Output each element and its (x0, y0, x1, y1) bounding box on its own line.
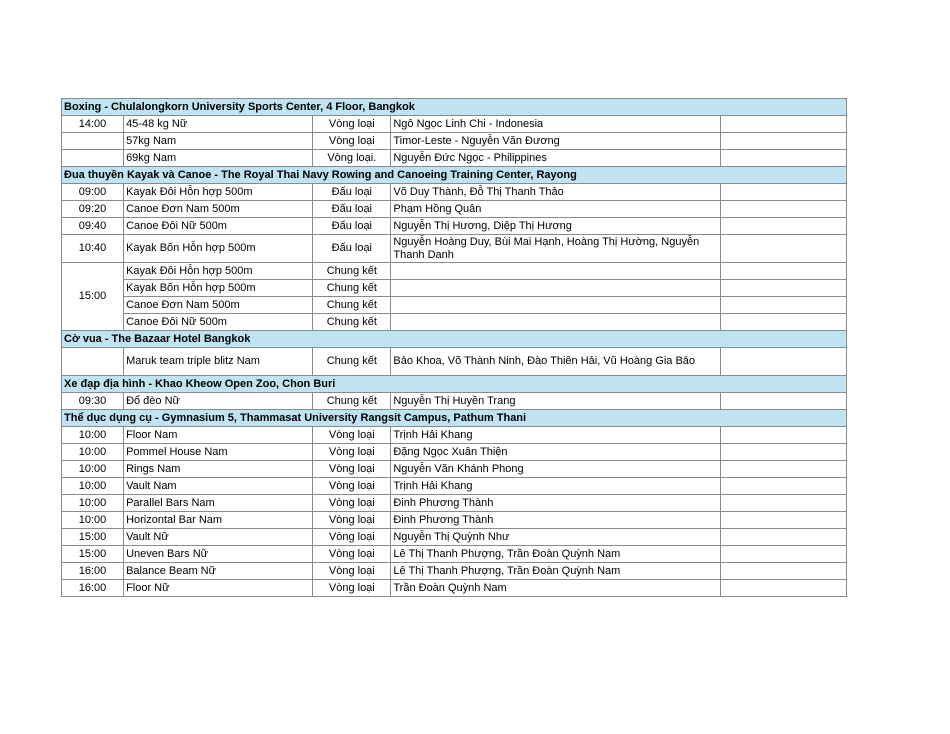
section-title: Xe đạp địa hình - Khao Kheow Open Zoo, Chon Buri (62, 376, 847, 393)
table-row (62, 150, 847, 167)
round-cell: Đấu loại (313, 218, 391, 235)
event-cell: Balance Beam Nữ (124, 563, 313, 580)
event-cell: Vault Nữ (124, 529, 313, 546)
time-cell: 09:40 (62, 218, 124, 235)
round-cell: Đấu loại (313, 184, 391, 201)
empty-cell (720, 427, 846, 444)
athletes-cell: Trịnh Hải Khang (391, 478, 720, 495)
round-cell: Chung kết (313, 297, 391, 314)
table-row (62, 580, 847, 597)
event-cell: Floor Nữ (124, 580, 313, 597)
time-cell: 16:00 (62, 580, 124, 597)
round-cell: Vòng loại (313, 495, 391, 512)
athletes-cell: Đinh Phương Thành (391, 512, 720, 529)
empty-cell (720, 150, 846, 167)
time-cell: 10:40 (62, 235, 124, 263)
empty-cell (720, 116, 846, 133)
athletes-cell: Timor-Leste - Nguyễn Văn Đương (391, 133, 720, 150)
table-row (62, 218, 847, 235)
athletes-cell: Phạm Hồng Quân (391, 201, 720, 218)
table-row (62, 563, 847, 580)
empty-cell (720, 184, 846, 201)
round-cell: Chung kết (313, 263, 391, 280)
round-cell: Vòng loại (313, 546, 391, 563)
round-cell: Vòng loại (313, 529, 391, 546)
schedule-table (61, 98, 847, 597)
section-header-boxing (62, 99, 847, 116)
athletes-cell: Nguyễn Hoàng Duy, Bùi Mai Hạnh, Hoàng Thị Hường, Nguyễn Thanh Danh (391, 235, 720, 263)
time-cell: 10:00 (62, 512, 124, 529)
athletes-cell: Lê Thị Thanh Phượng, Trần Đoàn Quỳnh Nam (391, 546, 720, 563)
table-row (62, 393, 847, 410)
empty-cell (720, 280, 846, 297)
round-cell: Vòng loại (313, 580, 391, 597)
round-cell: Vòng loại (313, 563, 391, 580)
empty-cell (720, 235, 846, 263)
event-cell: Kayak Bốn Hỗn hợp 500m (124, 280, 313, 297)
table-row (62, 235, 847, 263)
round-cell: Chung kết (313, 280, 391, 297)
section-title: Cờ vua - The Bazaar Hotel Bangkok (62, 331, 847, 348)
empty-cell (720, 393, 846, 410)
table-row (62, 280, 847, 297)
empty-cell (720, 478, 846, 495)
empty-cell (720, 495, 846, 512)
empty-cell (720, 348, 846, 376)
athletes-cell (391, 297, 720, 314)
empty-cell (720, 297, 846, 314)
event-cell: Kayak Đôi Hỗn hợp 500m (124, 263, 313, 280)
round-cell: Vòng loại (313, 461, 391, 478)
athletes-cell (391, 263, 720, 280)
event-cell: Floor Nam (124, 427, 313, 444)
time-cell: 16:00 (62, 563, 124, 580)
empty-cell (720, 580, 846, 597)
athletes-cell: Ngô Ngọc Linh Chi - Indonesia (391, 116, 720, 133)
empty-cell (720, 563, 846, 580)
event-cell: Horizontal Bar Nam (124, 512, 313, 529)
event-cell: Uneven Bars Nữ (124, 546, 313, 563)
time-cell: 09:00 (62, 184, 124, 201)
table-row (62, 348, 847, 376)
time-cell: 10:00 (62, 478, 124, 495)
athletes-cell (391, 280, 720, 297)
round-cell: Vòng loại (313, 478, 391, 495)
athletes-cell: Nguyễn Thị Quỳnh Như (391, 529, 720, 546)
empty-cell (720, 546, 846, 563)
round-cell: Vòng loại (313, 427, 391, 444)
time-cell: 10:00 (62, 427, 124, 444)
event-cell: Canoe Đôi Nữ 500m (124, 314, 313, 331)
event-cell: Kayak Đôi Hỗn hợp 500m (124, 184, 313, 201)
athletes-cell: Đinh Phương Thành (391, 495, 720, 512)
event-cell: 69kg Nam (124, 150, 313, 167)
time-cell: 14:00 (62, 116, 124, 133)
section-title: Boxing - Chulalongkorn University Sports Center, 4 Floor, Bangkok (62, 99, 847, 116)
time-cell: 10:00 (62, 444, 124, 461)
round-cell: Vòng loại (313, 116, 391, 133)
athletes-cell: Nguyễn Thị Hương, Diệp Thị Hương (391, 218, 720, 235)
round-cell: Chung kết (313, 348, 391, 376)
round-cell: Vòng loại (313, 444, 391, 461)
event-cell: Vault Nam (124, 478, 313, 495)
event-cell: Pommel House Nam (124, 444, 313, 461)
round-cell: Đấu loại (313, 235, 391, 263)
table-row (62, 461, 847, 478)
section-header-canoe (62, 167, 847, 184)
time-cell: 10:00 (62, 461, 124, 478)
athletes-cell: Lê Thị Thanh Phượng, Trần Đoàn Quỳnh Nam (391, 563, 720, 580)
section-header-chess (62, 331, 847, 348)
time-cell (62, 133, 124, 150)
empty-cell (720, 444, 846, 461)
event-cell: Rings Nam (124, 461, 313, 478)
empty-cell (720, 461, 846, 478)
empty-cell (720, 218, 846, 235)
athletes-cell: Võ Duy Thành, Đỗ Thị Thanh Thảo (391, 184, 720, 201)
event-cell: Canoe Đơn Nam 500m (124, 297, 313, 314)
table-row (62, 495, 847, 512)
event-cell: 45-48 kg Nữ (124, 116, 313, 133)
table-row (62, 512, 847, 529)
section-header-cycling (62, 376, 847, 393)
athletes-cell: Nguyễn Văn Khánh Phong (391, 461, 720, 478)
table-row (62, 444, 847, 461)
time-cell: 15:00 (62, 546, 124, 563)
table-row (62, 184, 847, 201)
round-cell: Vòng loại (313, 133, 391, 150)
table-row (62, 116, 847, 133)
table-row (62, 478, 847, 495)
event-cell: Canoe Đơn Nam 500m (124, 201, 313, 218)
athletes-cell: Nguyễn Thị Huyền Trang (391, 393, 720, 410)
event-cell: 57kg Nam (124, 133, 313, 150)
table-row (62, 427, 847, 444)
event-cell: Đổ đèo Nữ (124, 393, 313, 410)
time-cell: 15:00 (62, 529, 124, 546)
athletes-cell: Trần Đoàn Quỳnh Nam (391, 580, 720, 597)
time-cell: 15:00 (62, 263, 124, 331)
empty-cell (720, 529, 846, 546)
athletes-cell: Trịnh Hải Khang (391, 427, 720, 444)
athletes-cell: Đặng Ngọc Xuân Thiện (391, 444, 720, 461)
event-cell: Canoe Đôi Nữ 500m (124, 218, 313, 235)
event-cell: Maruk team triple blitz Nam (124, 348, 313, 376)
time-cell: 10:00 (62, 495, 124, 512)
empty-cell (720, 512, 846, 529)
athletes-cell (391, 314, 720, 331)
empty-cell (720, 133, 846, 150)
table-row (62, 297, 847, 314)
table-row (62, 529, 847, 546)
section-title: Thể dục dụng cụ - Gymnasium 5, Thammasat University Rangsit Campus, Pathum Thani (62, 410, 847, 427)
round-cell: Đấu loại (313, 201, 391, 218)
time-cell: 09:30 (62, 393, 124, 410)
table-row (62, 263, 847, 280)
empty-cell (720, 201, 846, 218)
round-cell: Vòng loại (313, 512, 391, 529)
empty-cell (720, 263, 846, 280)
event-cell: Parallel Bars Nam (124, 495, 313, 512)
time-cell: 09:20 (62, 201, 124, 218)
round-cell: Chung kết (313, 314, 391, 331)
table-row (62, 201, 847, 218)
table-row (62, 546, 847, 563)
table-row (62, 314, 847, 331)
athletes-cell: Bảo Khoa, Võ Thành Ninh, Đào Thiên Hải, Vũ Hoàng Gia Bảo (391, 348, 720, 376)
section-header-gymnastics (62, 410, 847, 427)
time-cell (62, 150, 124, 167)
round-cell: Chung kết (313, 393, 391, 410)
event-cell: Kayak Bốn Hỗn hợp 500m (124, 235, 313, 263)
athletes-cell: Nguyễn Đức Ngọc - Philippines (391, 150, 720, 167)
empty-cell (720, 314, 846, 331)
section-title: Đua thuyền Kayak và Canoe - The Royal Thai Navy Rowing and Canoeing Training Center, Rayong (62, 167, 847, 184)
time-cell (62, 348, 124, 376)
round-cell: Vòng loại. (313, 150, 391, 167)
table-row (62, 133, 847, 150)
